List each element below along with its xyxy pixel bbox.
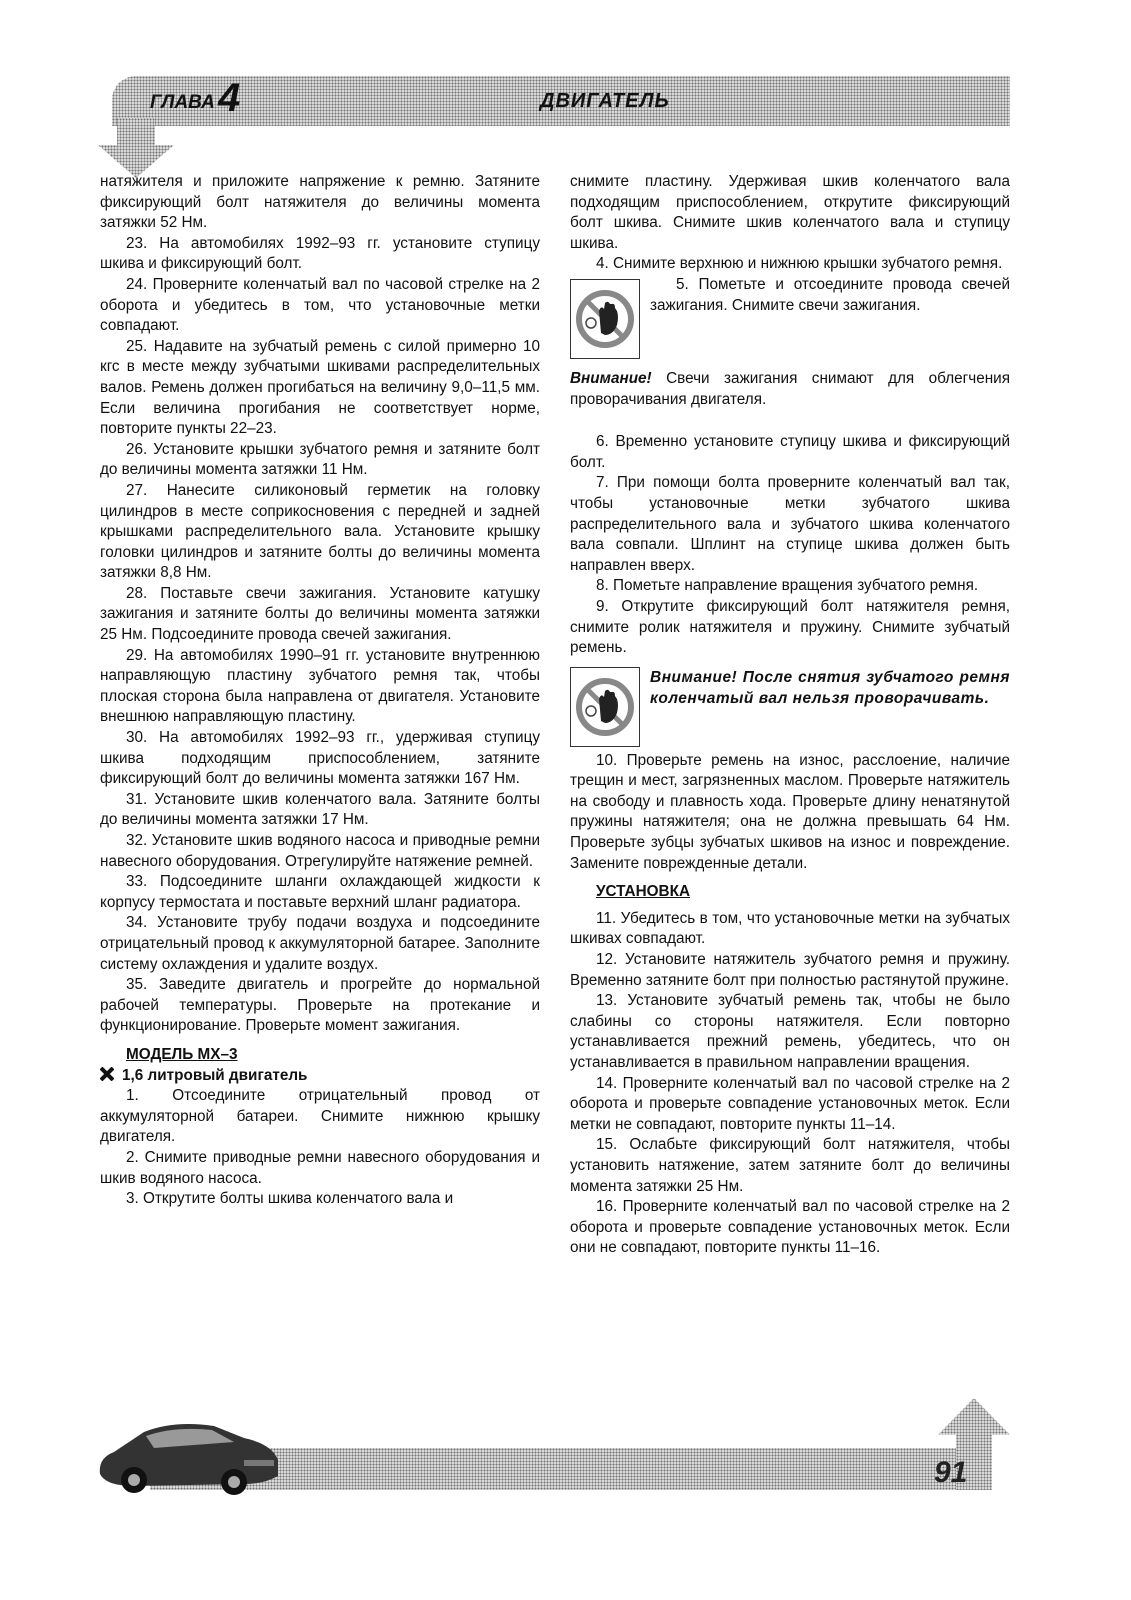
paragraph: 5. Пометьте и отсоедините провода свечей зажигания. Снимите свечи зажигания. (650, 275, 1010, 314)
paragraph: 34. Установите трубу подачи воздуха и подсоедините отрицательный провод к аккумуляторной батарее. Заполните систему охлаждения и удалите воздух. (100, 914, 540, 973)
arrow-down-icon (98, 118, 174, 178)
chapter-label: ГЛАВА (150, 92, 215, 113)
paragraph: 28. Поставьте свечи зажигания. Установите катушку зажигания и затяните болты до величины момента затяжки 25 Нм. Подсоедините провода свечей зажигания. (100, 584, 540, 644)
paragraph: 30. На автомобилях 1992–93 гг., удерживая ступицу шкива подходящим приспособлением, затяните фиксирующий болт до величины момента затяжки 167 Нм. (100, 729, 540, 788)
stop-hand-icon (570, 667, 640, 747)
paragraph: 26. Установите крышки зубчатого ремня и затяните болт до величины момента затяжки 11 Нм. (100, 440, 540, 479)
paragraph: 27. Нанесите силиконовый герметик на головку цилиндров в месте соприкосновения с передней и задней крышками распределительного вала. Установите крышку головки цилиндров и затяните болты до величины момента затяжки 8,8 Нм. (100, 481, 540, 582)
section-title: ДВИГАТЕЛЬ (540, 90, 670, 112)
paragraph: 3. Открутите болты шкива коленчатого вала и (126, 1190, 454, 1208)
right-column (570, 172, 1010, 1259)
paragraph: 23. На автомобилях 1992–93 гг. установите ступицу шкива и фиксирующий болт. (100, 234, 540, 273)
paragraph: 31. Установите шкив коленчатого вала. Затяните болты до величины момента затяжки 17 Нм. (100, 790, 540, 829)
model-heading: МОДЕЛЬ МХ–3 (126, 1045, 238, 1063)
paragraph: 29. На автомобилях 1990–91 гг. установите внутреннюю направляющую пластину зубчатого ремня так, чтобы плоская сторона была направлена от двигателя. Установите внешнюю направляющую пластину. (100, 646, 540, 726)
paragraph: 2. Снимите приводные ремни навесного оборудования и шкив водяного насоса. (100, 1148, 540, 1187)
paragraph: 12. Установите натяжитель зубчатого ремня и пружину. Временно затяните болт при полностью растянутой пружине. (570, 951, 1010, 989)
paragraph: 25. Надавите на зубчатый ремень с силой примерно 10 кгс в месте между зубчатыми шкивами распределительных валов. Ремень должен прогибаться на величину 9,0–11,5 мм. Если величина прогибания не соответствует норме, повторите пункты 22–23. (100, 337, 540, 438)
paragraph: снимите пластину. Удерживая шкив коленчатого вала подходящим приспособлением, открутите фиксирующий болт шкива. Снимите шкив коленчатого вала и ступицу шкива. (570, 173, 1010, 252)
paragraph: 35. Заведите двигатель и прогрейте до нормальной рабочей температуры. Проверьте на протекание и функционирование. Проверьте момент зажигания. (100, 976, 540, 1035)
page-number: 91 (934, 1456, 968, 1489)
paragraph: 7. При помощи болта проверните коленчатый вал так, чтобы установочные метки зубчатого шкива распределительного вала и зубчатого шкива коленчатого вала совпали. Шплинт на ступице шкива должен быть направлен вверх. (570, 474, 1010, 574)
paragraph: 13. Установите зубчатый ремень так, чтобы не было слабины со стороны натяжителя. Если повторно устанавливается прежний ремень, убедитесь, что он устанавливается в правильном направлении вращения. (570, 992, 1010, 1071)
paragraph: 24. Проверните коленчатый вал по часовой стрелке на 2 оборота и убедитесь в том, что установочные метки совпадают. (100, 275, 540, 335)
engine-subheading-text: 1,6 литровый двигатель (122, 1066, 308, 1084)
paragraph: 11. Убедитесь в том, что установочные метки на зубчатых шкивах совпадают. (570, 909, 1010, 948)
note (570, 369, 1010, 410)
cross-icon (100, 1067, 114, 1081)
chapter-number: 4 (218, 76, 241, 120)
paragraph: 15. Ослабьте фиксирующий болт натяжителя, чтобы установить натяжение, затем затяните болт до величины момента затяжки 25 Нм. (570, 1136, 1010, 1195)
engine-subheading (100, 1066, 540, 1087)
paragraph: натяжителя и приложите напряжение к ремню. Затяните фиксирующий болт натяжителя до величины момента затяжки 52 Нм. (100, 173, 540, 232)
paragraph: 9. Открутите фиксирующий болт натяжителя ремня, снимите ролик натяжителя и пружину. Снимите зубчатый ремень. (570, 597, 1010, 657)
install-heading: УСТАНОВКА (596, 883, 690, 901)
warning-text: Внимание! После снятия зубчатого ремня коленчатый вал нельзя проворачивать. (650, 668, 1010, 707)
paragraph: 16. Проверните коленчатый вал по часовой стрелке на 2 оборота и проверьте совпадение установочных меток. Если они не совпадают, повторите пункты 11–16. (570, 1198, 1010, 1257)
paragraph: 10. Проверьте ремень на износ, расслоение, наличие трещин и мест, загрязненных маслом. Проверьте натяжитель на свободу и плавность хода. Проверьте длину ненатянутой пружины натяжителя; она не должна превышать 64 Нм. Проверьте зубцы зубчатых шкивов на износ и повреждение. Замените поврежденные детали. (570, 751, 1010, 872)
paragraph: 6. Временно установите ступицу шкива и фиксирующий болт. (570, 433, 1010, 471)
paragraph: 1. Отсоедините отрицательный провод от аккумуляторной батареи. Снимите нижнюю крышку двигателя. (100, 1087, 540, 1146)
paragraph: 8. Пометьте направление вращения зубчатого ремня. (596, 577, 979, 595)
note-text: Свечи зажигания снимают для облегчения проворачивания двигателя. (570, 369, 1010, 408)
car-illustration (94, 1414, 284, 1496)
paragraph: 4. Снимите верхнюю и нижнюю крышки зубчатого ремня. (596, 255, 1003, 273)
paragraph: 14. Проверните коленчатый вал по часовой стрелке на 2 оборота и проверьте совпадение установочных меток. Если метки не совпадают, повторите пункты 11–14. (570, 1074, 1010, 1133)
paragraph: 33. Подсоедините шланги охлаждающей жидкости к корпусу термостата и поставьте верхний шланг радиатора. (100, 873, 540, 911)
left-column (100, 172, 540, 1210)
paragraph: 32. Установите шкив водяного насоса и приводные ремни навесного оборудования. Отрегулируйте натяжение ремней. (100, 832, 540, 870)
note-label: Внимание! (570, 369, 652, 387)
stop-hand-icon (570, 279, 640, 359)
